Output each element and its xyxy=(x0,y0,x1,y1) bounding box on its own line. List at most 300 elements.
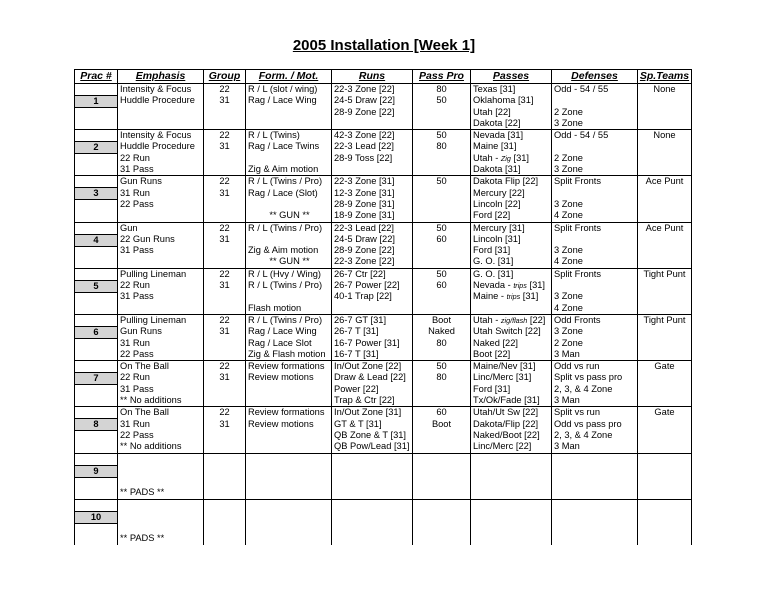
defenses-line: Odd vs run xyxy=(554,361,600,372)
form-line: Review formations xyxy=(248,407,325,418)
form-line: Rag / Lace (Slot) xyxy=(248,187,318,198)
table-row xyxy=(75,361,692,407)
spteams-cell xyxy=(638,453,692,499)
header-passes: Passes xyxy=(471,70,552,84)
passes-line: Mercury [22] xyxy=(473,187,525,198)
spteams-line: Ace Punt xyxy=(645,222,684,233)
emphasis-line: Gun xyxy=(120,222,138,233)
defenses-cell xyxy=(552,499,638,545)
runs-line: QB Zone & T [31] xyxy=(334,429,407,440)
emphasis-line xyxy=(120,118,203,129)
group-line: 31 xyxy=(219,187,230,198)
form-line xyxy=(248,118,331,129)
practice-number-cell xyxy=(75,222,118,268)
runs-line: 26-7 GT [31] xyxy=(334,314,387,325)
form-cell xyxy=(246,314,332,360)
defenses-line: 2 Zone xyxy=(554,152,583,163)
group-line: 22 xyxy=(219,176,230,187)
passes-line: Dakota [31] xyxy=(473,164,521,175)
spteams-line xyxy=(638,95,691,106)
group-line xyxy=(204,430,245,441)
spteams-cell xyxy=(638,84,692,130)
spteams-line xyxy=(638,188,691,199)
runs-line: 22-3 Zone [22] xyxy=(334,84,395,94)
spteams-line xyxy=(638,372,691,383)
form-line: R / L (Twins / Pro) xyxy=(248,176,323,187)
header-row xyxy=(75,70,692,84)
passpro-line: 50 xyxy=(436,130,447,141)
passes-line: Mercury [31] xyxy=(473,222,525,233)
emphasis-line: 31 Pass xyxy=(120,164,154,175)
runs-line: 22-3 Zone [22] xyxy=(334,256,395,267)
defenses-cell xyxy=(552,176,638,222)
header-runs: Runs xyxy=(332,70,413,84)
emphasis-cell xyxy=(118,176,204,222)
group-line: 31 xyxy=(219,280,230,291)
group-line xyxy=(204,338,245,349)
header-pass-pro: Pass Pro xyxy=(413,70,471,84)
spteams-line: Tight Punt xyxy=(643,268,686,279)
form-cell xyxy=(246,499,332,545)
runs-line: 22-3 Zone [31] xyxy=(334,176,395,187)
spteams-line xyxy=(638,384,691,395)
emphasis-line: 22 Run xyxy=(120,152,150,163)
emphasis-cell xyxy=(118,130,204,176)
group-line xyxy=(204,164,245,175)
table-row xyxy=(75,130,692,176)
group-line xyxy=(204,245,245,256)
group-cell xyxy=(204,130,246,176)
spteams-line xyxy=(638,291,691,302)
group-cell xyxy=(204,314,246,360)
emphasis-line: On The Ball xyxy=(120,361,169,372)
runs-line: GT & T [31] xyxy=(334,418,382,429)
form-line xyxy=(248,199,331,210)
passes-line: Maine [31] xyxy=(473,141,517,152)
group-line: 22 xyxy=(219,84,230,94)
form-line: Review formations xyxy=(248,361,325,372)
defenses-cell xyxy=(552,130,638,176)
emphasis-line: Intensity & Focus xyxy=(120,130,192,141)
passpro-line xyxy=(413,153,470,164)
defenses-line: Split vs run xyxy=(554,407,600,418)
passes-line: Dakota [22] xyxy=(473,117,521,128)
emphasis-cell xyxy=(118,314,204,360)
spteams-line xyxy=(638,141,691,152)
form-line: Zig & Aim motion xyxy=(248,245,319,256)
runs-line: 24-5 Draw [22] xyxy=(334,95,395,106)
passpro-line xyxy=(413,395,470,406)
emphasis-line: Huddle Procedure xyxy=(120,141,195,152)
runs-cell xyxy=(332,268,413,314)
form-line: Review motions xyxy=(248,418,314,429)
document-title: 2005 Installation [Week 1] xyxy=(292,37,476,54)
passpro-cell xyxy=(413,176,471,222)
table-row xyxy=(75,453,692,499)
runs-cell xyxy=(332,499,413,545)
emphasis-line: 22 Gun Runs xyxy=(120,233,175,244)
practice-number: 3 xyxy=(75,187,117,200)
defenses-line: Split Fronts xyxy=(554,222,602,233)
defenses-line: 2 Zone xyxy=(554,106,583,117)
passes-line: Naked/Boot [22] xyxy=(473,429,540,440)
runs-line xyxy=(334,118,412,129)
form-cell xyxy=(246,130,332,176)
form-cell xyxy=(246,453,332,499)
form-line: R / L (Twins / Pro) xyxy=(248,314,323,325)
runs-line: QB Pow/Lead [31] xyxy=(334,441,410,452)
spteams-line xyxy=(638,430,691,441)
emphasis-line: Pulling Lineman xyxy=(120,314,187,325)
passes-cell xyxy=(471,222,552,268)
passes-cell xyxy=(471,453,552,499)
runs-line: 28-9 Zone [22] xyxy=(334,106,395,117)
group-line xyxy=(204,107,245,118)
form-line xyxy=(248,395,331,406)
header-form-mot: Form. / Mot. xyxy=(246,70,332,84)
group-line: 31 xyxy=(219,326,230,337)
group-line: 22 xyxy=(219,222,230,233)
runs-line: In/Out Zone [22] xyxy=(334,361,402,372)
runs-line: 24-5 Draw [22] xyxy=(334,233,395,244)
emphasis-line: 22 Pass xyxy=(120,348,154,359)
spteams-line xyxy=(638,256,691,267)
spteams-line xyxy=(638,303,691,314)
defenses-line: 4 Zone xyxy=(554,210,583,221)
group-line: 31 xyxy=(219,418,230,429)
practice-number-cell xyxy=(75,407,118,453)
form-cell xyxy=(246,361,332,407)
form-line xyxy=(248,107,331,118)
passpro-cell xyxy=(413,130,471,176)
spteams-line: None xyxy=(653,84,676,94)
spteams-cell xyxy=(638,499,692,545)
passes-line: Nevada [31] xyxy=(473,130,524,141)
passes-cell xyxy=(471,130,552,176)
passes-line: G. O. [31] xyxy=(473,256,514,267)
runs-line: 12-3 Zone [31] xyxy=(334,187,395,198)
passpro-line: 50 xyxy=(436,268,447,279)
emphasis-line: Gun Runs xyxy=(120,176,162,187)
passpro-line xyxy=(413,245,470,256)
defenses-line: 3 Man xyxy=(554,441,580,452)
emphasis-cell xyxy=(118,499,204,545)
passpro-cell xyxy=(413,499,471,545)
form-line xyxy=(248,153,331,164)
spteams-line xyxy=(638,164,691,175)
runs-line: 26-7 T [31] xyxy=(334,326,379,337)
table-row xyxy=(75,222,692,268)
group-line xyxy=(204,291,245,302)
spteams-line xyxy=(638,419,691,430)
emphasis-cell xyxy=(118,84,204,130)
form-line: Review motions xyxy=(248,372,314,383)
runs-cell xyxy=(332,222,413,268)
practice-number-cell xyxy=(75,453,118,499)
group-line xyxy=(204,395,245,406)
emphasis-line: On The Ball xyxy=(120,407,169,418)
emphasis-line xyxy=(120,210,203,221)
runs-line: In/Out Zone [31] xyxy=(334,407,402,418)
practice-number: 4 xyxy=(75,234,117,247)
practice-number: 5 xyxy=(75,280,117,293)
group-line: 22 xyxy=(219,361,230,372)
emphasis-cell xyxy=(118,222,204,268)
emphasis-cell xyxy=(118,453,204,499)
passes-cell xyxy=(471,499,552,545)
spteams-cell xyxy=(638,407,692,453)
passes-cell xyxy=(471,84,552,130)
passes-cell xyxy=(471,176,552,222)
practice-number-cell xyxy=(75,84,118,130)
defenses-line: 3 Man xyxy=(554,395,580,406)
group-line xyxy=(204,199,245,210)
emphasis-cell xyxy=(118,268,204,314)
group-line: 31 xyxy=(219,372,230,383)
passpro-line: 80 xyxy=(436,141,447,152)
passpro-line xyxy=(413,188,470,199)
spteams-line: Tight Punt xyxy=(643,314,686,325)
passes-line: Boot [22] xyxy=(473,348,511,359)
group-line: 31 xyxy=(219,233,230,244)
defenses-line: 3 Man xyxy=(554,348,580,359)
form-line: R / L (Twins / Pro) xyxy=(248,222,323,233)
spteams-cell xyxy=(638,268,692,314)
practice-number-cell xyxy=(75,268,118,314)
form-line: Rag / Lace Wing xyxy=(248,95,317,106)
passpro-line: 60 xyxy=(436,407,447,418)
passes-line: Dakota Flip [22] xyxy=(473,176,539,187)
passpro-line: 80 xyxy=(436,84,447,94)
form-line: R / L (slot / wing) xyxy=(248,84,318,94)
runs-line: 26-7 Ctr [22] xyxy=(334,268,386,279)
defenses-cell xyxy=(552,314,638,360)
defenses-line: 4 Zone xyxy=(554,256,583,267)
spteams-cell xyxy=(638,314,692,360)
defenses-cell xyxy=(552,453,638,499)
emphasis-line: 31 Pass xyxy=(120,291,154,302)
passpro-line: 60 xyxy=(436,233,447,244)
group-line xyxy=(204,384,245,395)
group-cell xyxy=(204,453,246,499)
passes-line: Utah [22] xyxy=(473,106,511,117)
defenses-line: 2, 3, & 4 Zone xyxy=(554,429,613,440)
defenses-line: 3 Zone xyxy=(554,164,583,175)
spteams-line xyxy=(638,107,691,118)
spteams-line xyxy=(638,245,691,256)
passes-line: Nevada - trips [31] xyxy=(473,280,545,291)
form-line xyxy=(248,291,331,302)
table-row xyxy=(75,499,692,545)
group-line xyxy=(204,210,245,221)
passes-line: Oklahoma [31] xyxy=(473,95,534,106)
passes-line: G. O. [31] xyxy=(473,268,514,279)
emphasis-line: ** No additions xyxy=(120,441,182,452)
passpro-line xyxy=(413,164,470,175)
spteams-line xyxy=(638,338,691,349)
passpro-cell xyxy=(413,453,471,499)
runs-line: 42-3 Zone [22] xyxy=(334,130,395,141)
emphasis-line xyxy=(120,256,203,267)
defenses-line: Split Fronts xyxy=(554,176,602,187)
emphasis-cell xyxy=(118,407,204,453)
group-line xyxy=(204,256,245,267)
group-line xyxy=(204,303,245,314)
runs-line: 18-9 Zone [31] xyxy=(334,210,395,221)
passes-line: Tx/Ok/Fade [31] xyxy=(473,395,540,406)
defenses-line xyxy=(554,234,637,245)
group-cell xyxy=(204,361,246,407)
form-line: Zig & Flash motion xyxy=(248,348,326,359)
group-line: 31 xyxy=(219,141,230,152)
defenses-line: 3 Zone xyxy=(554,326,583,337)
group-line xyxy=(204,118,245,129)
emphasis-line: ** No additions xyxy=(120,395,182,406)
passpro-cell xyxy=(413,314,471,360)
passes-cell xyxy=(471,268,552,314)
emphasis-line: 31 Run xyxy=(120,337,150,348)
emphasis-line: Intensity & Focus xyxy=(120,84,192,94)
passpro-line xyxy=(413,441,470,452)
form-line: ** GUN ** xyxy=(269,210,310,221)
passes-line: Linc/Merc [22] xyxy=(473,441,532,452)
defenses-cell xyxy=(552,268,638,314)
form-line xyxy=(248,430,331,441)
passpro-line xyxy=(413,430,470,441)
emphasis-line: 31 Run xyxy=(120,418,150,429)
passes-line: Utah - zig/flash [22] xyxy=(473,314,546,325)
form-line xyxy=(248,441,331,452)
emphasis-line: 31 Pass xyxy=(120,383,154,394)
spteams-cell xyxy=(638,130,692,176)
group-line: 22 xyxy=(219,268,230,279)
group-cell xyxy=(204,222,246,268)
passes-line: Ford [31] xyxy=(473,383,511,394)
passpro-line: 50 xyxy=(436,95,447,106)
group-line: 22 xyxy=(219,130,230,141)
passpro-cell xyxy=(413,361,471,407)
form-line: Rag / Lace Slot xyxy=(248,337,312,348)
form-line: R / L (Twins) xyxy=(248,130,300,141)
passes-line: Lincoln [22] xyxy=(473,198,521,209)
spteams-line xyxy=(638,118,691,129)
form-line xyxy=(248,384,331,395)
passes-cell xyxy=(471,361,552,407)
form-cell xyxy=(246,84,332,130)
defenses-line: 3 Zone xyxy=(554,291,583,302)
pads-note: ** PADS ** xyxy=(120,486,165,497)
emphasis-line: 31 Run xyxy=(120,187,150,198)
runs-line: 40-1 Trap [22] xyxy=(334,291,392,302)
group-line: 22 xyxy=(219,314,230,325)
installation-schedule-table xyxy=(74,69,692,545)
group-line: 31 xyxy=(219,95,230,106)
passpro-cell xyxy=(413,268,471,314)
passes-line: Linc/Merc [31] xyxy=(473,372,532,383)
form-line xyxy=(248,234,331,245)
runs-line: Trap & Ctr [22] xyxy=(334,395,395,406)
passpro-line xyxy=(413,291,470,302)
emphasis-line: 31 Pass xyxy=(120,245,154,256)
spteams-cell xyxy=(638,222,692,268)
form-line: Rag / Lace Twins xyxy=(248,141,320,152)
group-line xyxy=(204,153,245,164)
defenses-cell xyxy=(552,222,638,268)
group-cell xyxy=(204,176,246,222)
spteams-line xyxy=(638,199,691,210)
defenses-line: Split Fronts xyxy=(554,268,602,279)
runs-cell xyxy=(332,314,413,360)
passes-line xyxy=(473,303,551,314)
defenses-cell xyxy=(552,361,638,407)
practice-number-cell xyxy=(75,130,118,176)
header-group: Group xyxy=(204,70,246,84)
emphasis-line: 22 Run xyxy=(120,372,150,383)
passes-line: Ford [31] xyxy=(473,245,511,256)
practice-number: 9 xyxy=(75,465,117,478)
emphasis-line: Pulling Lineman xyxy=(120,268,187,279)
runs-line: 22-3 Lead [22] xyxy=(334,141,394,152)
defenses-line: 2 Zone xyxy=(554,337,583,348)
emphasis-line: Gun Runs xyxy=(120,326,162,337)
group-cell xyxy=(204,407,246,453)
runs-cell xyxy=(332,130,413,176)
practice-number-cell xyxy=(75,176,118,222)
header-defenses: Defenses xyxy=(552,70,638,84)
form-line: R / L (Hvy / Wing) xyxy=(248,268,322,279)
form-cell xyxy=(246,176,332,222)
defenses-line xyxy=(554,95,637,106)
practice-number: 10 xyxy=(75,511,117,524)
emphasis-line: 22 Run xyxy=(120,280,150,291)
spteams-line: Gate xyxy=(654,407,675,418)
spteams-line xyxy=(638,441,691,452)
passpro-line xyxy=(413,199,470,210)
form-line: R / L (Twins / Pro) xyxy=(248,280,323,291)
practice-number: 7 xyxy=(75,372,117,385)
runs-line: 16-7 Power [31] xyxy=(334,337,400,348)
table-row xyxy=(75,84,692,130)
form-cell xyxy=(246,268,332,314)
runs-cell xyxy=(332,176,413,222)
passpro-cell xyxy=(413,407,471,453)
practice-number: 6 xyxy=(75,326,117,339)
runs-line xyxy=(334,164,412,175)
runs-line: 28-9 Zone [22] xyxy=(334,245,395,256)
defenses-line: Odd - 54 / 55 xyxy=(554,84,609,94)
defenses-line: 2, 3, & 4 Zone xyxy=(554,383,613,394)
spteams-line: Gate xyxy=(654,361,675,372)
passpro-line xyxy=(413,256,470,267)
defenses-line: 3 Zone xyxy=(554,245,583,256)
passes-line: Maine - trips [31] xyxy=(473,291,539,302)
emphasis-line: Huddle Procedure xyxy=(120,95,195,106)
table-row xyxy=(75,176,692,222)
passes-line: Utah/Ut Sw [22] xyxy=(473,407,539,418)
emphasis-line xyxy=(120,303,203,314)
runs-line: 26-7 Power [22] xyxy=(334,280,400,291)
passpro-line xyxy=(413,210,470,221)
table-row xyxy=(75,314,692,360)
defenses-line: 3 Zone xyxy=(554,117,583,128)
runs-line: 28-9 Toss [22] xyxy=(334,152,393,163)
passes-cell xyxy=(471,314,552,360)
passpro-line: 50 xyxy=(436,361,447,372)
spteams-line xyxy=(638,280,691,291)
group-cell xyxy=(204,499,246,545)
passpro-line xyxy=(413,118,470,129)
passpro-cell xyxy=(413,222,471,268)
